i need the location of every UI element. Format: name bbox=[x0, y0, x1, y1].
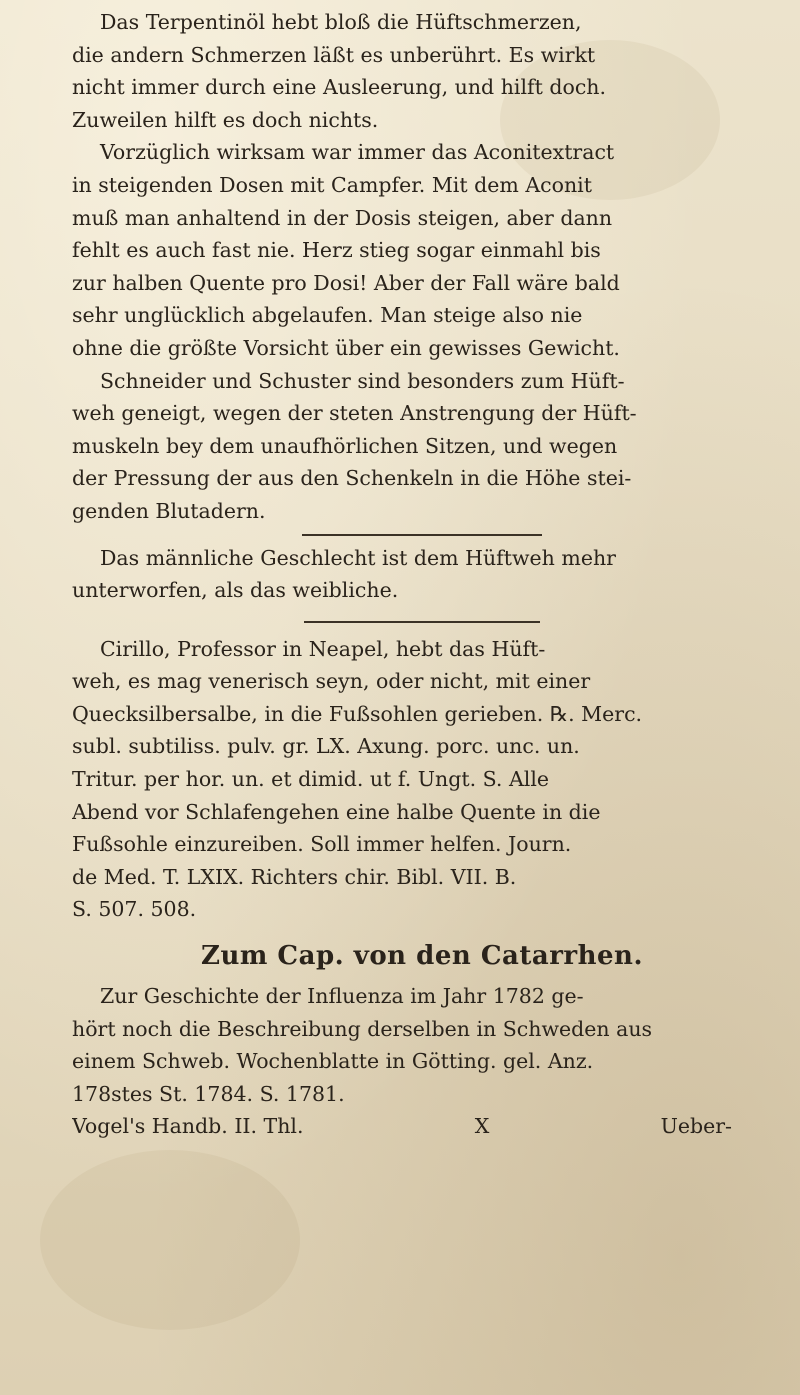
text-line: der Pressung der aus den Schenkeln in die Höhe stei- bbox=[72, 466, 632, 491]
text-line: Abend vor Schlafengehen eine halbe Quente in die bbox=[72, 799, 601, 824]
text-line: muß man anhaltend in der Dosis steigen, aber dann bbox=[72, 205, 613, 230]
text-line: einem Schweb. Wochenblatte in Götting. gel. Anz. bbox=[72, 1049, 594, 1074]
page-footer bbox=[72, 1110, 772, 1143]
text-line: nicht immer durch eine Ausleerung, und hilft doch. bbox=[72, 75, 607, 100]
text-line: 178stes St. 1784. S. 1781. bbox=[72, 1081, 345, 1106]
text-line: die andern Schmerzen läßt es unberührt. Es wirkt bbox=[72, 42, 596, 67]
signature-mark: X bbox=[474, 1114, 490, 1139]
paragraph-cirillo bbox=[72, 633, 772, 926]
text-line: de Med. T. LXIX. Richters chir. Bibl. VII. B. bbox=[72, 864, 517, 889]
text-line: S. 507. 508. bbox=[72, 897, 197, 922]
text-line: Quecksilbersalbe, in die Fußsohlen gerieben. ℞. Merc. bbox=[72, 701, 643, 726]
text-line: weh, es mag venerisch seyn, oder nicht, mit einer bbox=[72, 669, 591, 694]
catchword: Ueber- bbox=[660, 1114, 732, 1139]
text-line: Das Terpentinöl hebt bloß die Hüftschmerzen, bbox=[100, 10, 582, 34]
paper-stain bbox=[40, 1150, 300, 1330]
text-line: Das männliche Geschlecht ist dem Hüftweh mehr bbox=[100, 545, 616, 570]
text-line: unterworfen, als das weibliche. bbox=[72, 578, 399, 603]
section-heading: Zum Cap. von den Catarrhen. bbox=[200, 941, 644, 972]
paragraph-terpentin bbox=[72, 6, 772, 136]
text-line: genden Blutadern. bbox=[72, 498, 266, 523]
running-footer-title: Vogel's Handb. II. Thl. bbox=[72, 1114, 304, 1139]
section-divider bbox=[304, 621, 540, 623]
paragraph-geschlecht bbox=[72, 542, 772, 607]
text-line: sehr unglücklich abgelaufen. Man steige also nie bbox=[72, 303, 583, 328]
text-line: Cirillo, Professor in Neapel, hebt das Hüft- bbox=[100, 636, 546, 661]
paragraph-aconit bbox=[72, 136, 772, 527]
text-line: weh geneigt, wegen der steten Anstrengung der Hüft- bbox=[72, 401, 637, 426]
text-line: ohne die größte Vorsicht über ein gewisses Gewicht. bbox=[72, 335, 620, 360]
text-line: zur halben Quente pro Dosi! Aber der Fall wäre bald bbox=[72, 270, 620, 295]
text-line: Schneider und Schuster sind besonders zum Hüft- bbox=[100, 368, 625, 393]
text-line: in steigenden Dosen mit Campfer. Mit dem Aconit bbox=[72, 172, 592, 197]
text-line: subl. subtiliss. pulv. gr. LX. Axung. porc. unc. un. bbox=[72, 734, 580, 759]
text-line: fehlt es auch fast nie. Herz stieg sogar einmahl bis bbox=[72, 238, 601, 263]
paragraph-influenza bbox=[72, 980, 772, 1110]
text-line: muskeln bey dem unaufhörlichen Sitzen, und wegen bbox=[72, 433, 618, 458]
text-line: Vorzüglich wirksam war immer das Aconitextract bbox=[100, 140, 615, 165]
text-line: Tritur. per hor. un. et dimid. ut f. Ungt. S. Alle bbox=[72, 767, 550, 792]
page-text bbox=[72, 6, 772, 1143]
text-line: Fußsohle einzureiben. Soll immer helfen. Journ. bbox=[72, 832, 572, 857]
text-line: hört noch die Beschreibung derselben in Schweden aus bbox=[72, 1016, 653, 1041]
text-line: Zur Geschichte der Influenza im Jahr 1782 ge- bbox=[100, 984, 584, 1009]
section-divider bbox=[302, 534, 542, 536]
text-line: Zuweilen hilft es doch nichts. bbox=[72, 107, 379, 132]
